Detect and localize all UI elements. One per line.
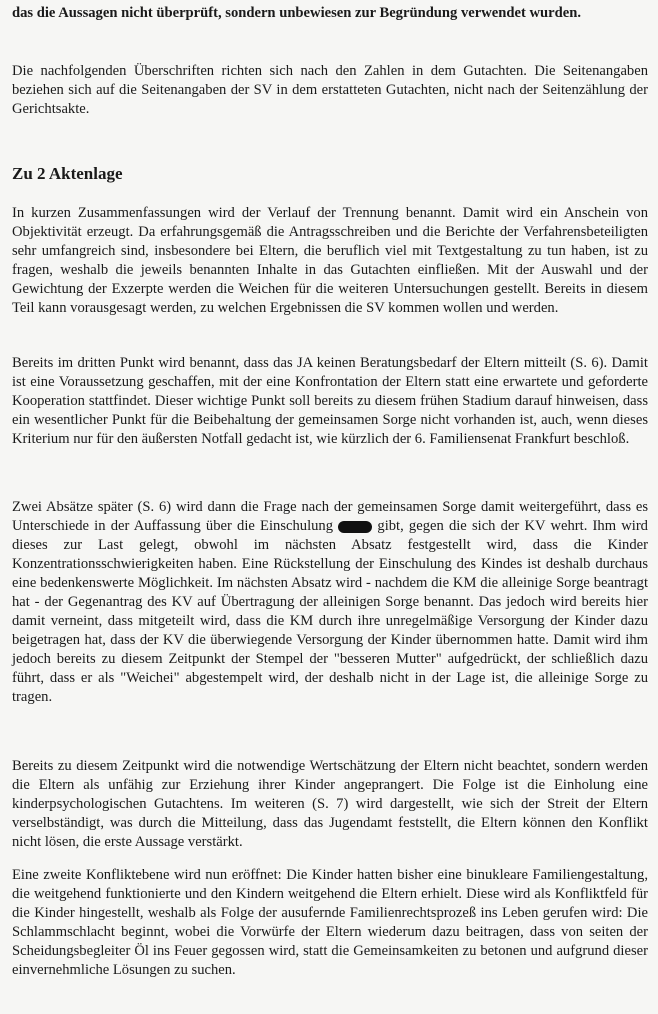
paragraph-3-part-b: gibt, gegen die sich der KV wehrt. Ihm wird dieses zur Last gelegt, obwohl im nächsten Absatz festgestellt wird, dass die Kinder Konzentrationsschwierigkeiten haben. Eine Rückstellung der Einschulung des Kindes ist deshalb durchaus eine bedenkenswerte Möglichkeit. Im nächsten Absatz wird - nachdem die KM die alleinige Sorge beantragt hat - der Gegenantrag des KV auf Übertragung der alleinigen Sorge benannt. Das jedoch wird bereits hier damit verneint, dass mitgeteilt wird, dass die KM durch ihre unregelmäßige Versorgung der Kinder dazu beigetragen hat, dass der KV die überwiegende Versorgung der Kinder übernommen hatte. Damit wird ihm jedoch bereits zu diesem Zeitpunkt der Stempel der "besseren Mutter" aufgedrückt, der schließlich dazu führt, dass er als "Weichei" abgestempelt wird, der deshalb nicht in der Lage ist, die alleinige Sorge zu tragen. — [12, 518, 648, 705]
intro-bold-paragraph: das die Aussagen nicht überprüft, sondern unbewiesen zur Begründung verwendet wurden. — [12, 5, 581, 21]
section-heading: Zu 2 Aktenlage — [12, 164, 123, 183]
paragraph-1: In kurzen Zusammenfassungen wird der Verlauf der Trennung benannt. Damit wird ein Anschein von Objektivität erzeugt. Da erfahrungsgemäß die Antragsschreiben und die Berichte der Verfahrensbeteiligten sehr umfangreich sind, insbesondere bei Eltern, die beruflich viel mit Textgestaltung zu tun haben, ist zu fragen, weshalb die jeweils benannten Inhalte in das Gutachten einfließen. Mit der Auswahl und der Gewichtung der Exzerpte werden die Weichen für die weiteren Untersuchungen gestellt. Bereits in diesem Teil kann vorausgesagt werden, zu welchen Ergebnissen die SV kommen wollen und werden. — [12, 205, 648, 316]
paragraph-5: Eine zweite Konfliktebene wird nun eröffnet: Die Kinder hatten bisher eine binukleare Familiengestaltung, die weitgehend funktionierte und den Kindern weitgehend die Eltern erhielt. Diese wird als Konfliktfeld für die Kinder hingestellt, weshalb als Folge der ausufernde Familienrechtsprozeß ins Leben gerufen wird: Die Schlammschlacht beginnt, wobei die Vorwürfe der Eltern wiederum dazu beitragen, dass von seiten der Scheidungsbegleiter Öl ins Feuer gegossen wird, statt die Gemeinsamkeiten zu betonen und aufgrund dieser einvernehmliche Lösungen zu suchen. — [12, 867, 648, 978]
paragraph-3-part-a: Zwei Absätze später (S. 6) wird dann die Frage nach der gemeinsamen Sorge damit weitergeführt, dass es Unterschiede in der Auffassung über die Einschulung — [12, 499, 648, 534]
redaction-mark — [338, 521, 372, 533]
paragraph-4: Bereits zu diesem Zeitpunkt wird die notwendige Wertschätzung der Eltern nicht beachtet, sondern werden die Eltern als unfähig zur Erziehung ihrer Kinder angeprangert. Die Folge ist die Einholung eine kinderpsychologischen Gutachtens. Im weiteren (S. 7) wird dargestellt, wie sich der Streit der Eltern verselbständigt, was durch die Mitteilung, dass das Jugendamt feststellt, die Eltern können den Konflikt nicht lösen, die erste Aussage verstärkt. — [12, 758, 648, 850]
paragraph-3 — [12, 498, 648, 707]
paragraph-2: Bereits im dritten Punkt wird benannt, dass das JA keinen Beratungsbedarf der Eltern mitteilt (S. 6). Damit ist eine Voraussetzung geschaffen, mit der eine Konfrontation der Eltern statt eine erwartete und geforderte Kooperation stattfindet. Dieser wichtige Punkt soll bereits zu diesem frühen Stadium darauf hinweisen, dass ein wesentlicher Punkt für die Beibehaltung der gemeinsamen Sorge nicht vorhanden ist, auch, wenn dieses Kriterium nur für den äußersten Notfall gedacht ist, wie kürzlich der 6. Familiensenat Frankfurt beschloß. — [12, 355, 648, 447]
headings-note-paragraph: Die nachfolgenden Überschriften richten sich nach den Zahlen in dem Gutachten. Die Seitenangaben beziehen sich auf die Seitenangaben der SV in dem erstatteten Gutachten, nicht nach der Seitenzählung der Gerichtsakte. — [12, 63, 648, 117]
